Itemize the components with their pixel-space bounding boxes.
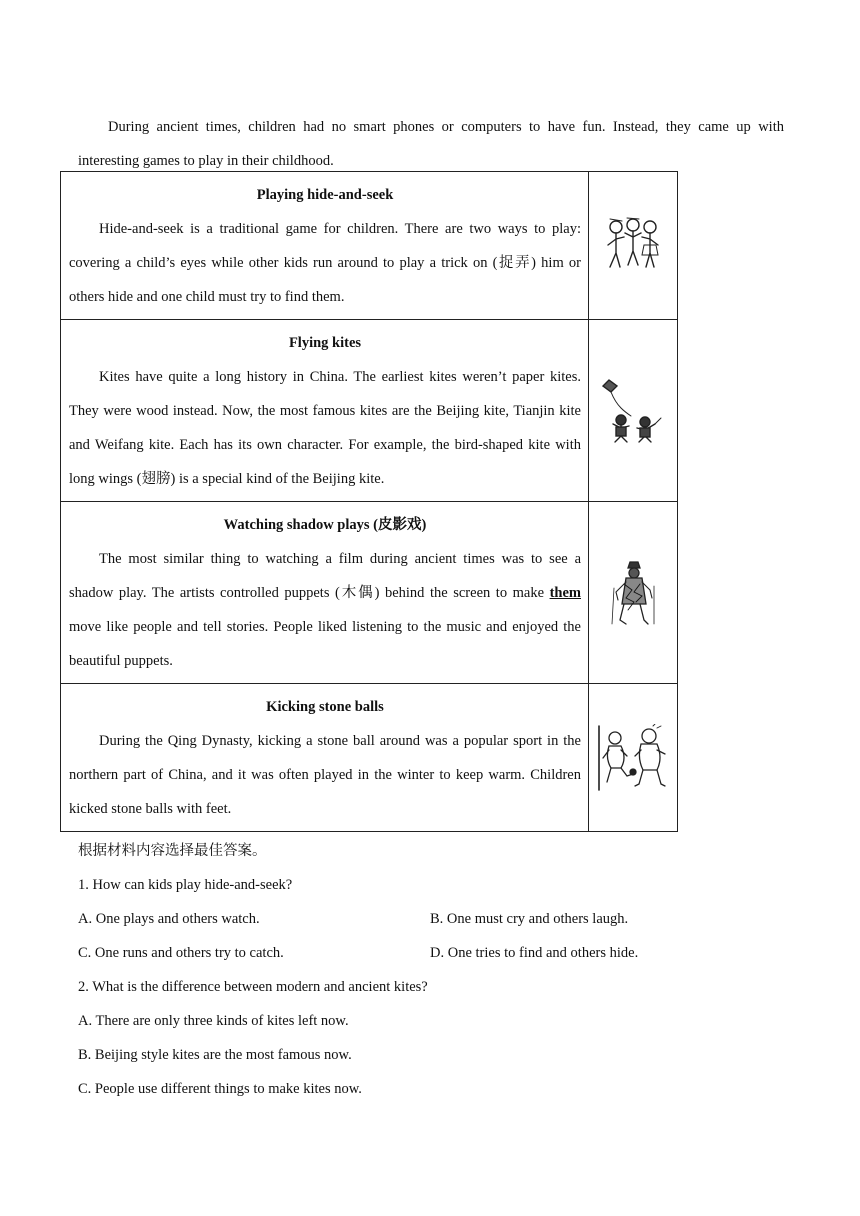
passage-title: Kicking stone balls [266, 699, 384, 715]
question-1-option-b: B. One must cry and others laugh. [430, 911, 629, 927]
question-1-option-a: A. One plays and others watch. [78, 911, 260, 927]
passage-text-cell [61, 684, 589, 832]
passage-picture-cell [589, 320, 678, 502]
question-2-option-a: A. There are only three kinds of kites left now. [78, 1013, 349, 1029]
passage-text-cell [61, 320, 589, 502]
children-playing-icon [604, 215, 662, 277]
passage-text-cell [61, 172, 589, 320]
intro-paragraph: During ancient times, children had no smart phones or computers to have fun. Instead, they came up with interesting games to play in their childhood. [78, 119, 784, 169]
passage-body: During the Qing Dynasty, kicking a stone ball around was a popular sport in the northern part of China, and it was often played in the winter to keep warm. Children kicked stone balls with feet. [69, 733, 581, 817]
question-2-option-b: B. Beijing style kites are the most famous now. [78, 1047, 352, 1063]
passage-picture-cell [589, 502, 678, 684]
instruction-line: 根据材料内容选择最佳答案。 [78, 843, 267, 859]
question-1-options-row [78, 936, 784, 970]
question-1-option-c: C. One runs and others try to catch. [78, 945, 284, 961]
question-2-stem: 2. What is the difference between modern and ancient kites? [78, 979, 428, 995]
passage-emphasis-word: them [549, 585, 581, 601]
question-1-stem: 1. How can kids play hide-and-seek? [78, 877, 293, 893]
questions-section [78, 834, 784, 1106]
question-1-options-row [78, 902, 784, 936]
passage-body [69, 542, 581, 678]
passage-body-text: move like people and tell stories. People liked listening to the music and enjoyed the beautiful puppets. [69, 619, 581, 669]
question-1-option-d: D. One tries to find and others hide. [430, 945, 639, 961]
passage-text-cell [61, 502, 589, 684]
passage-body-text: The most similar thing to watching a film during ancient times was to see a shadow play. The artists controlled puppets (木偶) behind the screen to make [69, 551, 581, 601]
passage-title: Flying kites [288, 335, 362, 351]
passage-row-flying-kites [61, 320, 678, 502]
passage-row-hide-and-seek [61, 172, 678, 320]
question-2-option-c: C. People use different things to make kites now. [78, 1081, 362, 1097]
passage-body: Hide-and-seek is a traditional game for children. There are two ways to play: covering a child’s eyes while other kids run around to play a trick on (捉弄) him or others hide and one child must try to find them. [69, 221, 581, 305]
kicking-ball-icon [597, 724, 669, 792]
passage-row-shadow-plays [61, 502, 678, 684]
passages-table [60, 171, 678, 832]
passage-row-stone-balls [61, 684, 678, 832]
passage-picture-cell [589, 684, 678, 832]
passage-title: Playing hide-and-seek [256, 187, 394, 203]
passage-body: Kites have quite a long history in China. The earliest kites weren’t paper kites. They were wood instead. Now, the most famous kites are the Beijing kite, Tianjin kite and Weifang kite. Each has its own character. For example, the bird-shaped kite with long wings (翅膀) is a special kind of the Beijing kite. [69, 369, 581, 487]
kite-flying-icon [601, 378, 665, 444]
shadow-puppet-icon [610, 560, 656, 626]
passage-picture-cell [589, 172, 678, 320]
passage-title: Watching shadow plays (皮影戏) [223, 517, 427, 533]
